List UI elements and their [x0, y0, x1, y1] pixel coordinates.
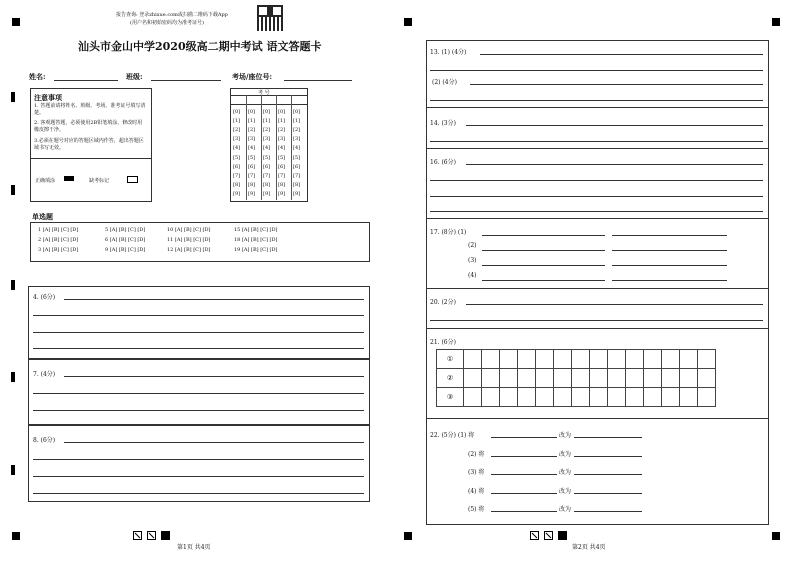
q13-line[interactable]	[480, 54, 763, 55]
q22-sub-label: (3) 将	[468, 469, 485, 476]
q22-revised-field[interactable]	[574, 437, 642, 438]
q8-line[interactable]	[33, 493, 364, 494]
exam-number-bubble[interactable]: [4]	[233, 145, 241, 152]
exam-number-bubble[interactable]: [3]	[233, 136, 241, 143]
mc-question[interactable]: 6 [A] [B] [C] [D]	[105, 237, 146, 243]
q-divider	[426, 328, 768, 329]
q17-line[interactable]	[482, 235, 605, 236]
q22-original-field[interactable]	[491, 456, 557, 457]
corner-marker	[772, 532, 780, 540]
q17-4-label: (4)	[468, 272, 477, 279]
q22-original-field[interactable]	[491, 437, 557, 438]
exam-number-bubble[interactable]: [2]	[263, 127, 271, 134]
q17-line[interactable]	[482, 280, 605, 281]
q21-grid-cell[interactable]	[680, 369, 698, 388]
mc-question[interactable]: 1 [A] [B] [C] [D]	[38, 227, 79, 233]
q22-revised-field[interactable]	[574, 511, 642, 512]
q17-3-label: (3)	[468, 257, 477, 264]
q22-original-field[interactable]	[491, 493, 557, 494]
exam-number-bubble[interactable]: [5]	[293, 154, 301, 161]
exam-number-bubble[interactable]: [1]	[233, 118, 241, 125]
q22-revised-field[interactable]	[574, 474, 642, 475]
timing-mark	[11, 92, 15, 102]
class-field[interactable]	[151, 80, 221, 81]
exam-number-bubble[interactable]: [9]	[263, 190, 271, 197]
q21-grid-row	[437, 369, 716, 388]
q22-revised-field[interactable]	[574, 493, 642, 494]
q21-row-label[interactable]: ①	[437, 350, 464, 369]
q8-line[interactable]	[33, 476, 364, 477]
exam-number-bubble[interactable]: [9]	[248, 190, 256, 197]
q21-grid-cell[interactable]	[572, 388, 590, 407]
exam-number-bubble[interactable]: [8]	[233, 181, 241, 188]
q21-grid-cell[interactable]	[536, 369, 554, 388]
q21-grid-cell[interactable]	[698, 350, 716, 369]
exam-number-bubble[interactable]: [0]	[263, 109, 271, 115]
q21-grid-cell[interactable]	[698, 369, 716, 388]
q16-label: 16. (6分)	[430, 159, 456, 166]
exam-number-bubble[interactable]: [1]	[248, 118, 256, 125]
exam-number-bubble[interactable]: [4]	[293, 145, 301, 152]
exam-number-bubble[interactable]: [0]	[248, 109, 256, 115]
name-label: 姓名:	[29, 72, 46, 81]
exam-number-bubble[interactable]: [1]	[263, 118, 271, 125]
q22-change-label: 改为	[559, 432, 572, 439]
q-divider	[426, 148, 768, 149]
mc-question[interactable]: 10 [A] [B] [C] [D]	[167, 227, 211, 233]
exam-number-bubble[interactable]: [8]	[278, 181, 286, 188]
q-divider	[426, 418, 768, 419]
exam-number-bubble[interactable]: [0]	[233, 109, 241, 115]
exam-number-bubble[interactable]: [3]	[248, 136, 256, 143]
exam-number-bubble[interactable]: [7]	[278, 172, 286, 179]
q22-sub-label: (2) 将	[468, 451, 485, 458]
q22-sub-label: (5) 将	[468, 506, 485, 513]
exam-number-bubble[interactable]: [3]	[278, 136, 286, 143]
q21-row-label[interactable]: ③	[437, 388, 464, 407]
q21-grid-cell[interactable]	[518, 350, 536, 369]
q17-line[interactable]	[612, 235, 727, 236]
q13-line[interactable]	[470, 84, 763, 85]
q21-grid-cell[interactable]	[608, 388, 626, 407]
page-number-1: 第1页 共4页	[177, 544, 211, 551]
q21-grid	[436, 349, 716, 407]
q22-original-field[interactable]	[491, 511, 557, 512]
q21-grid-cell[interactable]	[464, 388, 482, 407]
q21-grid-cell[interactable]	[662, 369, 680, 388]
q21-grid-cell[interactable]	[590, 388, 608, 407]
q21-grid-cell[interactable]	[680, 388, 698, 407]
q8-label: 8. (6分)	[33, 437, 56, 444]
q21-grid-cell[interactable]	[644, 369, 662, 388]
q4-line[interactable]	[33, 332, 364, 333]
exam-number-divider	[230, 104, 307, 105]
exam-number-bubble[interactable]: [2]	[233, 127, 241, 134]
exam-number-bubble[interactable]: [2]	[278, 127, 286, 134]
exam-number-bubble[interactable]: [2]	[248, 127, 256, 134]
q7-box	[28, 358, 370, 426]
q22-sub-label: (4) 将	[468, 488, 485, 495]
exam-number-divider	[230, 95, 307, 96]
exam-number-bubble[interactable]: [1]	[278, 118, 286, 125]
exam-number-col-divider	[291, 95, 292, 200]
exam-number-bubble[interactable]: [3]	[293, 136, 301, 143]
q21-grid-cell[interactable]	[500, 369, 518, 388]
exam-number-bubble[interactable]: [9]	[293, 190, 301, 197]
absent-mark-box[interactable]	[127, 176, 138, 183]
q21-grid-cell[interactable]	[680, 350, 698, 369]
report-line-2: (用户名和初始密码均为准考证号)	[130, 20, 204, 26]
q21-grid-cell[interactable]	[482, 369, 500, 388]
exam-number-bubble[interactable]: [4]	[248, 145, 256, 152]
exam-number-bubble[interactable]: [4]	[278, 145, 286, 152]
q16-line[interactable]	[466, 164, 763, 165]
page-title: 汕头市金山中学2020级高二期中考试 语文答题卡	[78, 40, 322, 53]
q20-line[interactable]	[430, 320, 763, 321]
q13-2-label: (2) (4分)	[432, 79, 457, 86]
exam-number-bubble[interactable]: [2]	[293, 127, 301, 134]
exam-number-bubble[interactable]: [6]	[233, 163, 241, 170]
q17-2-label: (2)	[468, 242, 477, 249]
corner-marker	[12, 532, 20, 540]
page-mark	[133, 531, 142, 540]
q16-line[interactable]	[430, 211, 763, 212]
q21-grid-cell[interactable]	[518, 369, 536, 388]
exam-number-col-divider	[261, 95, 262, 200]
page-mark	[147, 531, 156, 540]
notice-title: 注意事项	[34, 93, 62, 102]
q-divider	[426, 288, 768, 289]
q17-label: 17. (8分) (1)	[430, 229, 467, 236]
exam-number-bubble[interactable]: [5]	[233, 154, 241, 161]
q21-grid-cell[interactable]	[698, 388, 716, 407]
q14-line[interactable]	[466, 125, 763, 126]
exam-number-bubble[interactable]: [3]	[263, 136, 271, 143]
notice-item-2: 2. 客观题答题，必须使用2B铅笔填涂，修改时用橡皮擦干净。	[34, 120, 143, 133]
page-mark	[544, 531, 553, 540]
exam-number-bubble[interactable]: [7]	[293, 172, 301, 179]
corner-marker	[772, 18, 780, 26]
exam-number-bubble[interactable]: [9]	[233, 190, 241, 197]
q21-grid-cell[interactable]	[590, 369, 608, 388]
q7-line[interactable]	[33, 393, 364, 394]
q21-grid-row	[437, 388, 716, 407]
exam-number-label: 考 号	[258, 90, 270, 96]
q14-label: 14. (3分)	[430, 120, 456, 127]
q17-line[interactable]	[612, 280, 727, 281]
q21-grid-cell[interactable]	[644, 350, 662, 369]
qr-code	[257, 5, 283, 31]
exam-number-bubble[interactable]: [6]	[293, 163, 301, 170]
exam-number-bubble[interactable]: [8]	[248, 181, 256, 188]
exam-number-bubble[interactable]: [5]	[263, 154, 271, 161]
exam-number-bubble[interactable]: [1]	[293, 118, 301, 125]
q4-line[interactable]	[33, 348, 364, 349]
q8-line[interactable]	[33, 459, 364, 460]
corner-marker	[404, 532, 412, 540]
mc-question[interactable]: 15 [A] [B] [C] [D]	[234, 227, 278, 233]
correct-fill-label: 正确填涂	[35, 178, 56, 184]
q21-grid-cell[interactable]	[590, 350, 608, 369]
q14-line[interactable]	[430, 141, 763, 142]
q21-grid-cell[interactable]	[626, 350, 644, 369]
notice-item-3: 3.必须在题号对应的答题区域内作答，超出答题区域书写无效。	[34, 138, 144, 151]
exam-number-bubble[interactable]: [0]	[278, 109, 286, 115]
q20-label: 20. (2分)	[430, 299, 456, 306]
q22-revised-field[interactable]	[574, 456, 642, 457]
q21-grid-cell[interactable]	[608, 350, 626, 369]
q7-line[interactable]	[64, 376, 364, 377]
mc-question[interactable]: 11 [A] [B] [C] [D]	[167, 237, 211, 243]
exam-number-bubble[interactable]: [5]	[278, 154, 286, 161]
q21-grid-cell[interactable]	[608, 369, 626, 388]
q21-grid-cell[interactable]	[626, 388, 644, 407]
q-divider	[426, 218, 768, 219]
q21-grid-cell[interactable]	[500, 388, 518, 407]
exam-number-bubble[interactable]: [7]	[263, 172, 271, 179]
q22-change-label: 改为	[559, 488, 572, 495]
q13-1-label: 13. (1) (4分)	[430, 49, 467, 56]
q21-grid-cell[interactable]	[644, 388, 662, 407]
class-label: 班级:	[126, 72, 143, 81]
q13-line[interactable]	[430, 70, 763, 71]
q8-line[interactable]	[64, 442, 364, 443]
exam-number-bubble[interactable]: [8]	[263, 181, 271, 188]
timing-mark	[11, 372, 15, 382]
q21-grid-cell[interactable]	[572, 350, 590, 369]
q21-grid-cell[interactable]	[536, 350, 554, 369]
q21-grid-cell[interactable]	[500, 350, 518, 369]
notice-item-1: 1. 答题前请将姓名、班级、考场、准考证号填写清楚。	[34, 103, 146, 116]
exam-seat-field[interactable]	[284, 80, 352, 81]
page-mark	[530, 531, 539, 540]
q4-line[interactable]	[64, 299, 364, 300]
q22-change-label: 改为	[559, 469, 572, 476]
q21-grid-cell[interactable]	[482, 350, 500, 369]
page-mark	[161, 531, 170, 540]
q7-label: 7. (4分)	[33, 371, 56, 378]
mc-question[interactable]: 5 [A] [B] [C] [D]	[105, 227, 146, 233]
exam-number-bubble[interactable]: [9]	[278, 190, 286, 197]
q21-grid-cell[interactable]	[518, 388, 536, 407]
q21-grid-cell[interactable]	[464, 369, 482, 388]
q22-change-label: 改为	[559, 451, 572, 458]
report-line-1: 报告查询: 登录zhixue.com或扫描二维码下载App	[116, 12, 228, 18]
q7-line[interactable]	[33, 410, 364, 411]
q21-grid-cell[interactable]	[662, 388, 680, 407]
q17-line[interactable]	[482, 265, 605, 266]
corner-marker	[12, 18, 20, 26]
timing-mark	[11, 280, 15, 290]
q21-grid-cell[interactable]	[662, 350, 680, 369]
q16-line[interactable]	[430, 196, 763, 197]
q21-grid-cell[interactable]	[572, 369, 590, 388]
q20-line[interactable]	[466, 304, 763, 305]
exam-number-bubble[interactable]: [6]	[263, 163, 271, 170]
q21-row-label[interactable]: ②	[437, 369, 464, 388]
q21-grid-cell[interactable]	[536, 388, 554, 407]
mc-title: 单选题	[32, 212, 53, 221]
exam-seat-label: 考场/座位号:	[232, 72, 273, 81]
exam-number-bubble[interactable]: [7]	[233, 172, 241, 179]
q21-grid-cell[interactable]	[482, 388, 500, 407]
notice-divider	[30, 158, 151, 159]
q16-line[interactable]	[430, 180, 763, 181]
q17-line[interactable]	[612, 265, 727, 266]
q21-grid-row	[437, 350, 716, 369]
exam-number-bubble[interactable]: [6]	[248, 163, 256, 170]
exam-number-bubble[interactable]: [8]	[293, 181, 301, 188]
mc-question[interactable]: 19 [A] [B] [C] [D]	[234, 247, 278, 253]
exam-number-col-divider	[246, 95, 247, 200]
q17-line[interactable]	[612, 250, 727, 251]
corner-marker	[404, 18, 412, 26]
q8-box	[28, 424, 370, 502]
absent-mark-label: 缺考标记	[89, 178, 110, 184]
q-divider	[426, 107, 768, 108]
q21-label: 21. (6分)	[430, 339, 456, 346]
name-field[interactable]	[54, 80, 118, 81]
correct-fill-sample	[64, 176, 74, 181]
mc-question[interactable]: 9 [A] [B] [C] [D]	[105, 247, 146, 253]
q4-label: 4. (6分)	[33, 294, 56, 301]
q21-grid-cell[interactable]	[626, 369, 644, 388]
mc-question[interactable]: 12 [A] [B] [C] [D]	[167, 247, 211, 253]
page-mark	[558, 531, 567, 540]
mc-question[interactable]: 3 [A] [B] [C] [D]	[38, 247, 79, 253]
q22-original-field[interactable]	[491, 474, 557, 475]
page-number-2: 第2页 共4页	[572, 544, 606, 551]
exam-number-bubble[interactable]: [5]	[248, 154, 256, 161]
q17-line[interactable]	[482, 250, 605, 251]
exam-number-bubble[interactable]: [6]	[278, 163, 286, 170]
mc-question[interactable]: 2 [A] [B] [C] [D]	[38, 237, 79, 243]
q21-grid-cell[interactable]	[554, 369, 572, 388]
q22-label: 22. (5分) (1) 将	[430, 432, 475, 439]
q4-line[interactable]	[33, 315, 364, 316]
exam-number-bubble[interactable]: [4]	[263, 145, 271, 152]
mc-question[interactable]: 18 [A] [B] [C] [D]	[234, 237, 278, 243]
exam-number-col-divider	[276, 95, 277, 200]
exam-number-bubble[interactable]: [0]	[293, 109, 301, 115]
q21-grid-cell[interactable]	[464, 350, 482, 369]
timing-mark	[11, 185, 15, 195]
timing-mark	[11, 465, 15, 475]
q21-grid-cell[interactable]	[554, 350, 572, 369]
q22-change-label: 改为	[559, 506, 572, 513]
exam-number-bubble[interactable]: [7]	[248, 172, 256, 179]
q13-line[interactable]	[430, 100, 763, 101]
q21-grid-cell[interactable]	[554, 388, 572, 407]
